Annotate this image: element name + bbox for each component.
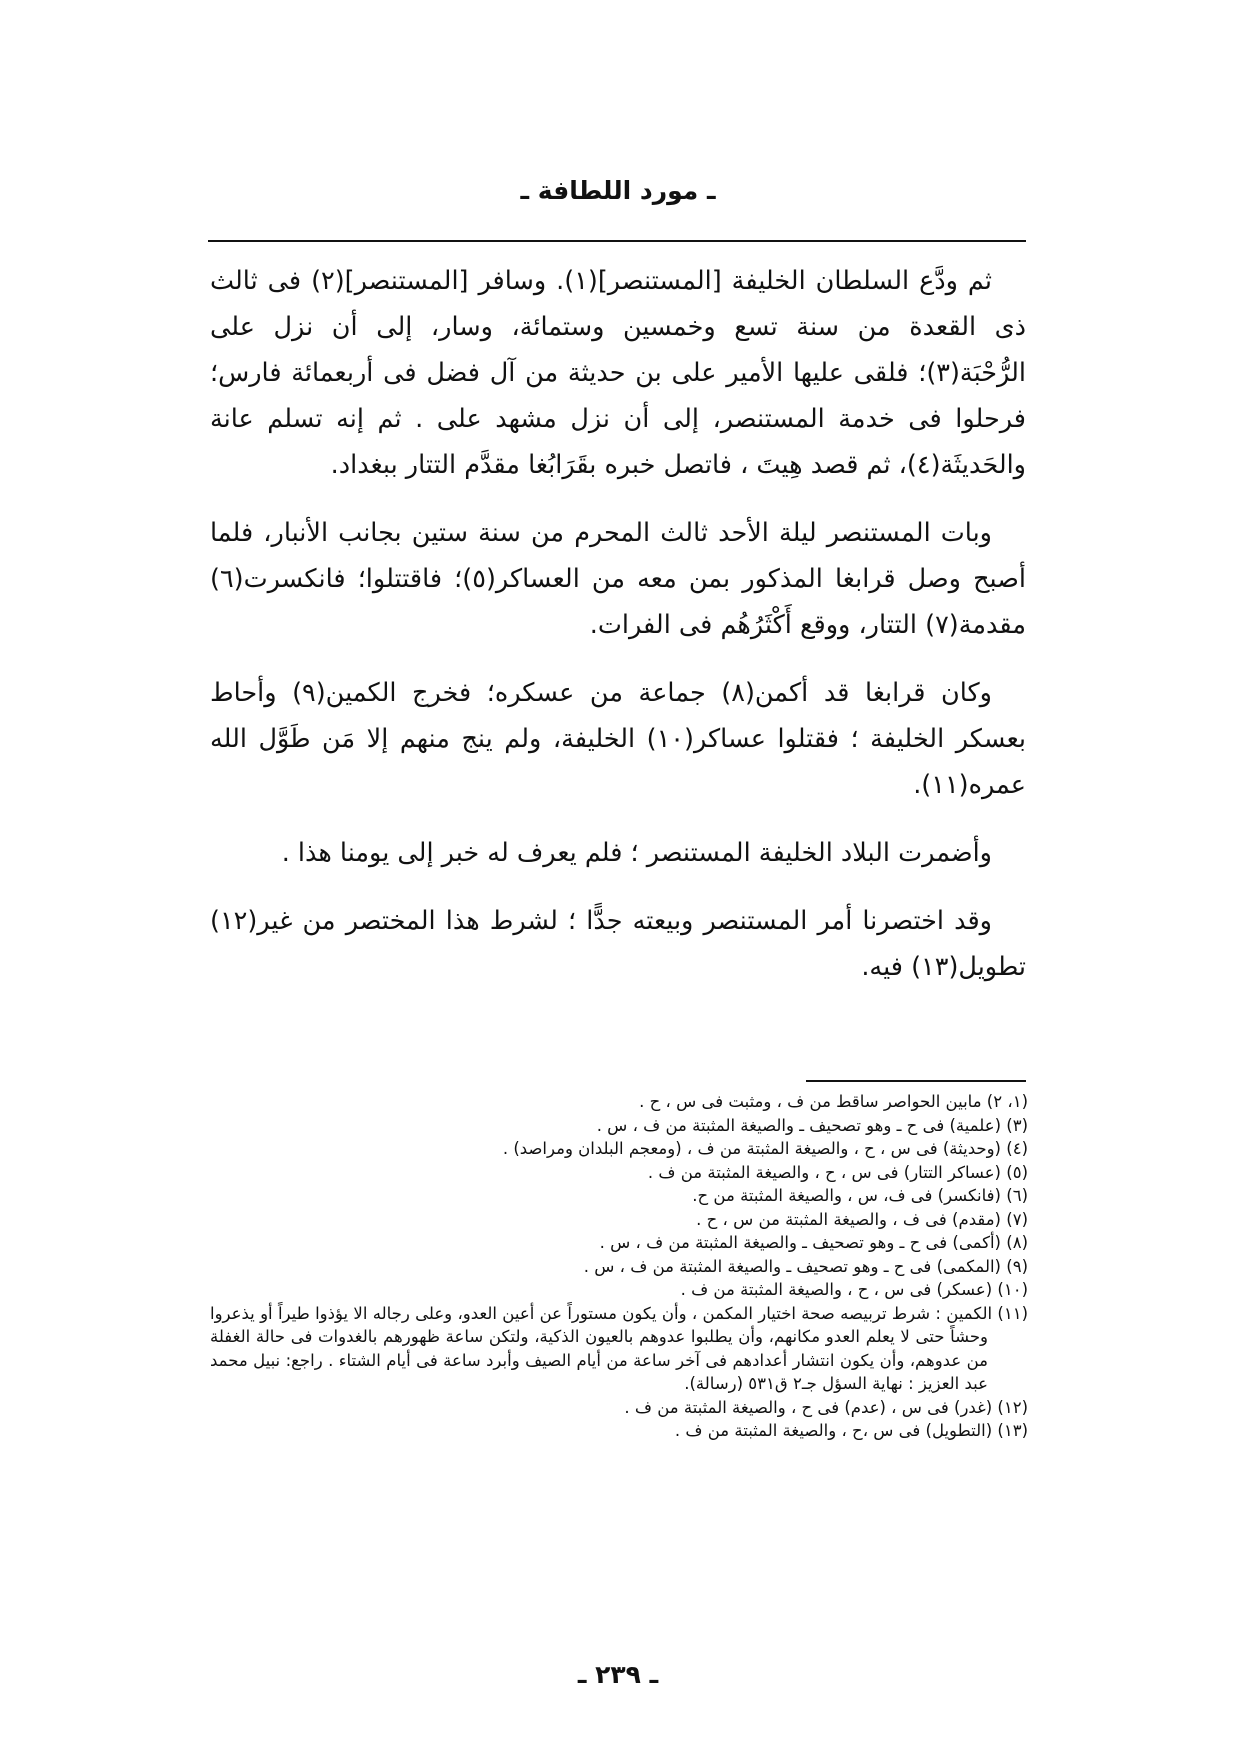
footnote: (٣) (علمية) فى ح ـ وهو تصحيف ـ والصيغة المثبتة من ف ، س . — [596, 1115, 1028, 1135]
footnote: (٨) (أكمى) فى ح ـ وهو تصحيف ـ والصيغة المثبتة من ف ، س . — [599, 1233, 1028, 1252]
footnote: (١٣) (التطويل) فى س ،ح ، والصيغة المثبتة من ف . — [674, 1421, 1028, 1440]
header-rule — [208, 240, 1026, 242]
footnote: (١، ٢) مابين الحواصر ساقط من ف ، ومثبت فى س ، ح . — [639, 1092, 1028, 1111]
body-paragraph: وبات المستنصر ليلة الأحد ثالث المحرم من سنة ستين بجانب الأنبار، فلما أصبح وصل قرابغا المذكور بمن معه من العساكر(٥)؛ فاقتتلوا؛ فانكسرت(٦) مقدمة(٧) التتار، ووقع أَكْثَرُهُم فى الفرات. — [210, 518, 1026, 640]
footnotes-block — [210, 1090, 1028, 1443]
footnote: (٦) (فانكسر) فى ف، س ، والصيغة المثبتة من ح. — [692, 1186, 1028, 1205]
body-paragraph: وأضمرت البلاد الخليفة المستنصر ؛ فلم يعرف له خبر إلى يومنا هذا . — [281, 838, 992, 868]
footnote: (٤) (وحديثة) فى س ، ح ، والصيغة المثبتة من ف ، (ومعجم البلدان ومراصد) . — [502, 1139, 1028, 1158]
footnote: (١٠) (عسكر) فى س ، ح ، والصيغة المثبتة من ف . — [680, 1280, 1028, 1299]
footnote: (٩) (المكمى) فى ح ـ وهو تصحيف ـ والصيغة المثبتة من ف ، س . — [583, 1256, 1028, 1276]
footnote: (٥) (عساكر التتار) فى س ، ح ، والصيغة المثبتة من ف . — [647, 1162, 1028, 1182]
footnote: (١٢) (غدر) فى س ، (عدم) فى ح ، والصيغة المثبتة من ف . — [624, 1397, 1028, 1417]
body-paragraph: وقد اختصرنا أمر المستنصر وبيعته جدًّا ؛ لشرط هذا المختصر من غير(١٢) تطويل(١٣) فيه. — [210, 906, 1026, 982]
page-number: ـ ٢٣٩ ـ — [577, 1660, 659, 1689]
main-text — [210, 258, 1026, 990]
body-paragraph: ثم ودَّع السلطان الخليفة [المستنصر](١). وسافر [المستنصر](٢) فى ثالث ذى القعدة من سنة تسع وخمسين وستمائة، وسار، إلى أن نزل على الرُّحْبَة(٣)؛ فلقى عليها الأمير على بن حديثة من آل فضل فى أربعمائة فارس؛ فرحلوا فى خدمة المستنصر، إلى أن نزل مشهد على . ثم إنه تسلم عانة والحَديثَة(٤)، ثم قصد هِيتَ ، فاتصل خبره بقَرَابُغا مقدَّم التتار ببغداد. — [210, 266, 1026, 480]
footnote-rule — [806, 1080, 1026, 1082]
running-title: ـ مورد اللطافة ـ — [520, 176, 716, 205]
footnote: (١١) الكمين : شرط تربيصه صحة اختيار المكمن ، وأن يكون مستوراً عن أعين العدو، وعلى رجاله الا يؤذوا طيراً أو يذعروا وحشاً حتى لا يعلم العدو مكانهم، وأن يطلبوا عدوهم بالعيون الذكية، ولتكن ساعة ظهورهم بالغدوات فى حالة الغفلة من عدوهم، وأن يكون انتشار أعدادهم فى آخر ساعة من أيام الصيف وأبرد ساعة فى أيام الشتاء . راجع: نبيل محمد عبد العزيز : نهاية السؤل جـ٢ ق٥٣١ (رسالة). — [210, 1303, 1028, 1393]
footnote: (٧) (مقدم) فى ف ، والصيغة المثبتة من س ، ح . — [696, 1209, 1028, 1229]
body-paragraph: وكان قرابغا قد أكمن(٨) جماعة من عسكره؛ فخرج الكمين(٩) وأحاط بعسكر الخليفة ؛ فقتلوا عساكر(١٠) الخليفة، ولم ينج منهم إلا مَن طَوَّل الله عمره(١١). — [210, 678, 1026, 800]
